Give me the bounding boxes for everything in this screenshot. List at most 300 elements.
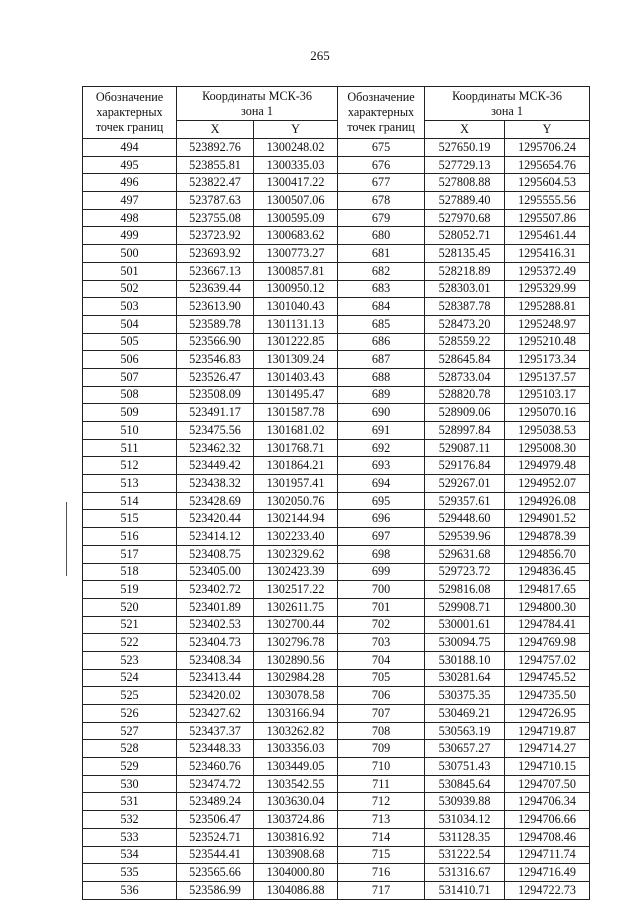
y-coordinate-left: 1303078.58 (254, 687, 338, 705)
point-number-right: 677 (338, 174, 425, 192)
y-coordinate-left: 1301403.43 (254, 368, 338, 386)
y-coordinate-left: 1300595.09 (254, 209, 338, 227)
point-number-right: 696 (338, 510, 425, 528)
y-coordinate-left: 1303356.03 (254, 740, 338, 758)
point-number-right: 684 (338, 298, 425, 316)
point-number-left: 500 (83, 245, 177, 263)
y-coordinate-right: 1294901.52 (505, 510, 590, 528)
point-number-right: 716 (338, 864, 425, 882)
x-coordinate-left: 523475.56 (177, 422, 254, 440)
table-row (83, 563, 590, 581)
point-number-right: 686 (338, 333, 425, 351)
table-row (83, 758, 590, 776)
x-coordinate-left: 523405.00 (177, 563, 254, 581)
y-coordinate-right: 1295654.76 (505, 156, 590, 174)
table-row (83, 669, 590, 687)
x-coordinate-left: 523404.73 (177, 634, 254, 652)
x-coordinate-right: 529723.72 (425, 563, 505, 581)
x-coordinate-left: 523414.12 (177, 528, 254, 546)
point-number-right: 711 (338, 775, 425, 793)
x-coordinate-left: 523491.17 (177, 404, 254, 422)
table-row (83, 598, 590, 616)
y-coordinate-left: 1300950.12 (254, 280, 338, 298)
x-coordinate-right: 531128.35 (425, 828, 505, 846)
point-number-left: 528 (83, 740, 177, 758)
x-coordinate-left: 523402.72 (177, 581, 254, 599)
x-coordinate-right: 528820.78 (425, 386, 505, 404)
x-coordinate-right: 527729.13 (425, 156, 505, 174)
x-coordinate-right: 528909.06 (425, 404, 505, 422)
y-coordinate-right: 1294706.66 (505, 811, 590, 829)
table-row (83, 651, 590, 669)
y-coordinate-left: 1302611.75 (254, 598, 338, 616)
y-coordinate-right: 1294722.73 (505, 881, 590, 899)
x-coordinate-right: 531410.71 (425, 881, 505, 899)
y-coordinate-left: 1301131.13 (254, 315, 338, 333)
table-row (83, 881, 590, 899)
point-number-right: 693 (338, 457, 425, 475)
point-number-left: 499 (83, 227, 177, 245)
point-number-left: 503 (83, 298, 177, 316)
point-number-right: 705 (338, 669, 425, 687)
x-coordinate-right: 528387.78 (425, 298, 505, 316)
y-coordinate-right: 1295461.44 (505, 227, 590, 245)
x-coordinate-left: 523462.32 (177, 439, 254, 457)
table-row (83, 793, 590, 811)
table-row (83, 634, 590, 652)
y-coordinate-left: 1301222.85 (254, 333, 338, 351)
point-number-right: 704 (338, 651, 425, 669)
x-coordinate-right: 528303.01 (425, 280, 505, 298)
table-row (83, 404, 590, 422)
point-number-right: 695 (338, 492, 425, 510)
point-number-left: 535 (83, 864, 177, 882)
point-number-left: 530 (83, 775, 177, 793)
x-coordinate-left: 523401.89 (177, 598, 254, 616)
y-coordinate-right: 1295103.17 (505, 386, 590, 404)
x-coordinate-left: 523413.44 (177, 669, 254, 687)
y-coordinate-right: 1295604.53 (505, 174, 590, 192)
point-number-left: 514 (83, 492, 177, 510)
table-row (83, 705, 590, 723)
y-coordinate-left: 1303908.68 (254, 846, 338, 864)
x-coordinate-left: 523489.24 (177, 793, 254, 811)
y-coordinate-right: 1295038.53 (505, 422, 590, 440)
x-coordinate-left: 523544.41 (177, 846, 254, 864)
x-coordinate-left: 523855.81 (177, 156, 254, 174)
table-row (83, 545, 590, 563)
x-coordinate-right: 530281.64 (425, 669, 505, 687)
y-coordinate-left: 1302423.39 (254, 563, 338, 581)
x-coordinate-right: 529357.61 (425, 492, 505, 510)
x-coordinate-left: 523428.69 (177, 492, 254, 510)
x-coordinate-right: 528052.71 (425, 227, 505, 245)
point-number-left: 516 (83, 528, 177, 546)
y-coordinate-left: 1303816.92 (254, 828, 338, 846)
table-row (83, 209, 590, 227)
point-number-left: 508 (83, 386, 177, 404)
y-coordinate-left: 1303630.04 (254, 793, 338, 811)
table-row (83, 174, 590, 192)
point-number-right: 679 (338, 209, 425, 227)
point-number-right: 676 (338, 156, 425, 174)
y-coordinate-right: 1294735.50 (505, 687, 590, 705)
y-coordinate-left: 1300417.22 (254, 174, 338, 192)
table-header (83, 87, 590, 139)
table-row (83, 510, 590, 528)
y-coordinate-right: 1294757.02 (505, 651, 590, 669)
x-coordinate-left: 523755.08 (177, 209, 254, 227)
point-number-right: 699 (338, 563, 425, 581)
point-number-right: 707 (338, 705, 425, 723)
point-number-left: 510 (83, 422, 177, 440)
y-coordinate-left: 1303262.82 (254, 722, 338, 740)
table-row (83, 351, 590, 369)
point-number-left: 536 (83, 881, 177, 899)
x-coordinate-left: 523524.71 (177, 828, 254, 846)
y-coordinate-right: 1294711.74 (505, 846, 590, 864)
x-coordinate-left: 523438.32 (177, 475, 254, 493)
x-coordinate-right: 530751.43 (425, 758, 505, 776)
x-coordinate-left: 523589.78 (177, 315, 254, 333)
x-coordinate-left: 523566.90 (177, 333, 254, 351)
x-coordinate-left: 523402.53 (177, 616, 254, 634)
y-coordinate-right: 1295173.34 (505, 351, 590, 369)
x-coordinate-right: 530469.21 (425, 705, 505, 723)
page-number: 265 (310, 48, 330, 63)
point-number-right: 703 (338, 634, 425, 652)
table-row (83, 368, 590, 386)
table-row (83, 262, 590, 280)
x-coordinate-left: 523420.02 (177, 687, 254, 705)
x-coordinate-right: 531222.54 (425, 846, 505, 864)
x-coordinate-left: 523546.83 (177, 351, 254, 369)
y-coordinate-left: 1301768.71 (254, 439, 338, 457)
point-number-left: 504 (83, 315, 177, 333)
point-number-right: 682 (338, 262, 425, 280)
point-number-right: 714 (338, 828, 425, 846)
point-number-left: 505 (83, 333, 177, 351)
y-coordinate-left: 1301864.21 (254, 457, 338, 475)
y-coordinate-right: 1294784.41 (505, 616, 590, 634)
point-number-left: 533 (83, 828, 177, 846)
x-coordinate-right: 529539.96 (425, 528, 505, 546)
y-coordinate-left: 1300507.06 (254, 192, 338, 210)
y-coordinate-left: 1300335.03 (254, 156, 338, 174)
table-row (83, 811, 590, 829)
y-coordinate-left: 1303166.94 (254, 705, 338, 723)
y-header-left: Y (254, 121, 338, 139)
point-number-left: 509 (83, 404, 177, 422)
y-coordinate-right: 1295416.31 (505, 245, 590, 263)
y-coordinate-left: 1302700.44 (254, 616, 338, 634)
table-body (83, 139, 590, 900)
x-header-right: X (425, 121, 505, 139)
point-designation-header-left: Обозначение характерных точек границ (83, 87, 177, 139)
table-row (83, 581, 590, 599)
y-coordinate-right: 1294979.48 (505, 457, 590, 475)
y-coordinate-right: 1294714.27 (505, 740, 590, 758)
y-coordinate-right: 1294952.07 (505, 475, 590, 493)
table-row (83, 828, 590, 846)
point-number-left: 506 (83, 351, 177, 369)
x-coordinate-right: 529631.68 (425, 545, 505, 563)
table-row (83, 139, 590, 157)
y-coordinate-left: 1302517.22 (254, 581, 338, 599)
point-number-left: 527 (83, 722, 177, 740)
point-number-left: 507 (83, 368, 177, 386)
point-number-right: 678 (338, 192, 425, 210)
y-coordinate-left: 1301495.47 (254, 386, 338, 404)
y-coordinate-left: 1300857.81 (254, 262, 338, 280)
point-number-right: 690 (338, 404, 425, 422)
y-coordinate-left: 1301957.41 (254, 475, 338, 493)
y-coordinate-left: 1303542.55 (254, 775, 338, 793)
x-coordinate-left: 523565.66 (177, 864, 254, 882)
y-coordinate-left: 1302890.56 (254, 651, 338, 669)
x-coordinate-left: 523437.37 (177, 722, 254, 740)
table-row (83, 386, 590, 404)
table-row (83, 156, 590, 174)
point-number-right: 692 (338, 439, 425, 457)
x-coordinate-right: 530188.10 (425, 651, 505, 669)
y-coordinate-right: 1295288.81 (505, 298, 590, 316)
y-coordinate-right: 1294856.70 (505, 545, 590, 563)
point-number-left: 496 (83, 174, 177, 192)
point-number-right: 715 (338, 846, 425, 864)
x-coordinate-left: 523822.47 (177, 174, 254, 192)
x-coordinate-left: 523892.76 (177, 139, 254, 157)
x-coordinate-left: 523408.34 (177, 651, 254, 669)
table-row (83, 475, 590, 493)
x-coordinate-right: 529267.01 (425, 475, 505, 493)
x-coordinate-left: 523474.72 (177, 775, 254, 793)
point-number-right: 691 (338, 422, 425, 440)
x-coordinate-right: 530563.19 (425, 722, 505, 740)
y-coordinate-right: 1295008.30 (505, 439, 590, 457)
x-coordinate-right: 528733.04 (425, 368, 505, 386)
point-number-right: 712 (338, 793, 425, 811)
point-number-left: 502 (83, 280, 177, 298)
x-coordinate-right: 527650.19 (425, 139, 505, 157)
table-row (83, 298, 590, 316)
x-coordinate-right: 528473.20 (425, 315, 505, 333)
x-coordinate-right: 529448.60 (425, 510, 505, 528)
y-coordinate-right: 1295372.49 (505, 262, 590, 280)
table-row (83, 740, 590, 758)
x-header-left: X (177, 121, 254, 139)
point-number-right: 683 (338, 280, 425, 298)
x-coordinate-right: 530001.61 (425, 616, 505, 634)
x-coordinate-left: 523526.47 (177, 368, 254, 386)
y-coordinate-right: 1294769.98 (505, 634, 590, 652)
y-coordinate-right: 1295555.56 (505, 192, 590, 210)
table-row (83, 333, 590, 351)
x-coordinate-left: 523427.62 (177, 705, 254, 723)
x-coordinate-right: 527808.88 (425, 174, 505, 192)
point-number-right: 700 (338, 581, 425, 599)
x-coordinate-left: 523506.47 (177, 811, 254, 829)
coordinates-header-right: Координаты МСК-36 зона 1 (425, 87, 590, 121)
point-number-right: 680 (338, 227, 425, 245)
y-coordinate-left: 1300683.62 (254, 227, 338, 245)
point-number-right: 709 (338, 740, 425, 758)
x-coordinate-left: 523613.90 (177, 298, 254, 316)
y-coordinate-right: 1294710.15 (505, 758, 590, 776)
y-coordinate-right: 1295248.97 (505, 315, 590, 333)
x-coordinate-right: 528218.89 (425, 262, 505, 280)
table-row (83, 722, 590, 740)
y-coordinate-right: 1295070.16 (505, 404, 590, 422)
table-row (83, 245, 590, 263)
point-number-left: 522 (83, 634, 177, 652)
point-number-left: 529 (83, 758, 177, 776)
table-row (83, 492, 590, 510)
y-coordinate-right: 1295507.86 (505, 209, 590, 227)
y-coordinate-left: 1302050.76 (254, 492, 338, 510)
point-number-left: 512 (83, 457, 177, 475)
point-number-left: 525 (83, 687, 177, 705)
table-row (83, 192, 590, 210)
x-coordinate-right: 529908.71 (425, 598, 505, 616)
point-number-right: 675 (338, 139, 425, 157)
point-number-right: 697 (338, 528, 425, 546)
x-coordinate-left: 523448.33 (177, 740, 254, 758)
point-number-left: 513 (83, 475, 177, 493)
x-coordinate-right: 530657.27 (425, 740, 505, 758)
y-coordinate-right: 1294726.95 (505, 705, 590, 723)
x-coordinate-right: 527970.68 (425, 209, 505, 227)
coordinates-header-left: Координаты МСК-36 зона 1 (177, 87, 338, 121)
margin-mark (66, 502, 67, 576)
y-coordinate-right: 1294745.52 (505, 669, 590, 687)
x-coordinate-left: 523408.75 (177, 545, 254, 563)
y-coordinate-left: 1300773.27 (254, 245, 338, 263)
point-number-left: 518 (83, 563, 177, 581)
point-number-right: 701 (338, 598, 425, 616)
y-coordinate-left: 1304086.88 (254, 881, 338, 899)
x-coordinate-right: 528135.45 (425, 245, 505, 263)
point-designation-header-right: Обозначение характерных точек границ (338, 87, 425, 139)
point-number-right: 685 (338, 315, 425, 333)
y-coordinate-right: 1294800.30 (505, 598, 590, 616)
point-number-left: 495 (83, 156, 177, 174)
y-coordinate-right: 1294708.46 (505, 828, 590, 846)
x-coordinate-right: 528997.84 (425, 422, 505, 440)
x-coordinate-left: 523787.63 (177, 192, 254, 210)
table-row (83, 616, 590, 634)
point-number-right: 713 (338, 811, 425, 829)
point-number-right: 694 (338, 475, 425, 493)
table-row (83, 280, 590, 298)
x-coordinate-left: 523460.76 (177, 758, 254, 776)
x-coordinate-left: 523667.13 (177, 262, 254, 280)
y-coordinate-right: 1294817.65 (505, 581, 590, 599)
point-number-right: 702 (338, 616, 425, 634)
point-number-left: 498 (83, 209, 177, 227)
x-coordinate-right: 528559.22 (425, 333, 505, 351)
y-coordinate-left: 1302144.94 (254, 510, 338, 528)
point-number-left: 515 (83, 510, 177, 528)
x-coordinate-left: 523420.44 (177, 510, 254, 528)
table-row (83, 422, 590, 440)
point-number-left: 520 (83, 598, 177, 616)
y-coordinate-left: 1300248.02 (254, 139, 338, 157)
x-coordinate-left: 523723.92 (177, 227, 254, 245)
y-coordinate-left: 1303449.05 (254, 758, 338, 776)
y-coordinate-left: 1302796.78 (254, 634, 338, 652)
point-number-left: 501 (83, 262, 177, 280)
point-number-left: 532 (83, 811, 177, 829)
x-coordinate-right: 529176.84 (425, 457, 505, 475)
y-coordinate-left: 1301587.78 (254, 404, 338, 422)
point-number-left: 497 (83, 192, 177, 210)
point-number-right: 698 (338, 545, 425, 563)
y-coordinate-left: 1302329.62 (254, 545, 338, 563)
x-coordinate-right: 531034.12 (425, 811, 505, 829)
table-row (83, 687, 590, 705)
point-number-left: 511 (83, 439, 177, 457)
y-coordinate-left: 1301040.43 (254, 298, 338, 316)
table-row (83, 227, 590, 245)
table-row (83, 864, 590, 882)
x-coordinate-right: 530094.75 (425, 634, 505, 652)
x-coordinate-right: 530845.64 (425, 775, 505, 793)
x-coordinate-left: 523639.44 (177, 280, 254, 298)
y-coordinate-right: 1294716.49 (505, 864, 590, 882)
table-row (83, 315, 590, 333)
point-number-left: 523 (83, 651, 177, 669)
point-number-right: 706 (338, 687, 425, 705)
point-number-right: 688 (338, 368, 425, 386)
table-row (83, 457, 590, 475)
x-coordinate-right: 528645.84 (425, 351, 505, 369)
coordinates-table (82, 86, 590, 900)
x-coordinate-left: 523586.99 (177, 881, 254, 899)
y-coordinate-left: 1302233.40 (254, 528, 338, 546)
x-coordinate-right: 531316.67 (425, 864, 505, 882)
x-coordinate-right: 530375.35 (425, 687, 505, 705)
y-coordinate-left: 1302984.28 (254, 669, 338, 687)
y-coordinate-right: 1295210.48 (505, 333, 590, 351)
x-coordinate-right: 529087.11 (425, 439, 505, 457)
y-coordinate-left: 1304000.80 (254, 864, 338, 882)
x-coordinate-right: 529816.08 (425, 581, 505, 599)
y-coordinate-right: 1295137.57 (505, 368, 590, 386)
x-coordinate-right: 530939.88 (425, 793, 505, 811)
point-number-right: 717 (338, 881, 425, 899)
point-number-right: 689 (338, 386, 425, 404)
y-coordinate-right: 1295706.24 (505, 139, 590, 157)
y-coordinate-right: 1294836.45 (505, 563, 590, 581)
table-row (83, 528, 590, 546)
x-coordinate-left: 523693.92 (177, 245, 254, 263)
point-number-right: 710 (338, 758, 425, 776)
point-number-left: 494 (83, 139, 177, 157)
point-number-left: 526 (83, 705, 177, 723)
point-number-left: 534 (83, 846, 177, 864)
y-header-right: Y (505, 121, 590, 139)
point-number-right: 708 (338, 722, 425, 740)
point-number-left: 521 (83, 616, 177, 634)
y-coordinate-right: 1294926.08 (505, 492, 590, 510)
point-number-left: 524 (83, 669, 177, 687)
point-number-right: 681 (338, 245, 425, 263)
y-coordinate-right: 1294706.34 (505, 793, 590, 811)
x-coordinate-right: 527889.40 (425, 192, 505, 210)
point-number-right: 687 (338, 351, 425, 369)
table-row (83, 846, 590, 864)
